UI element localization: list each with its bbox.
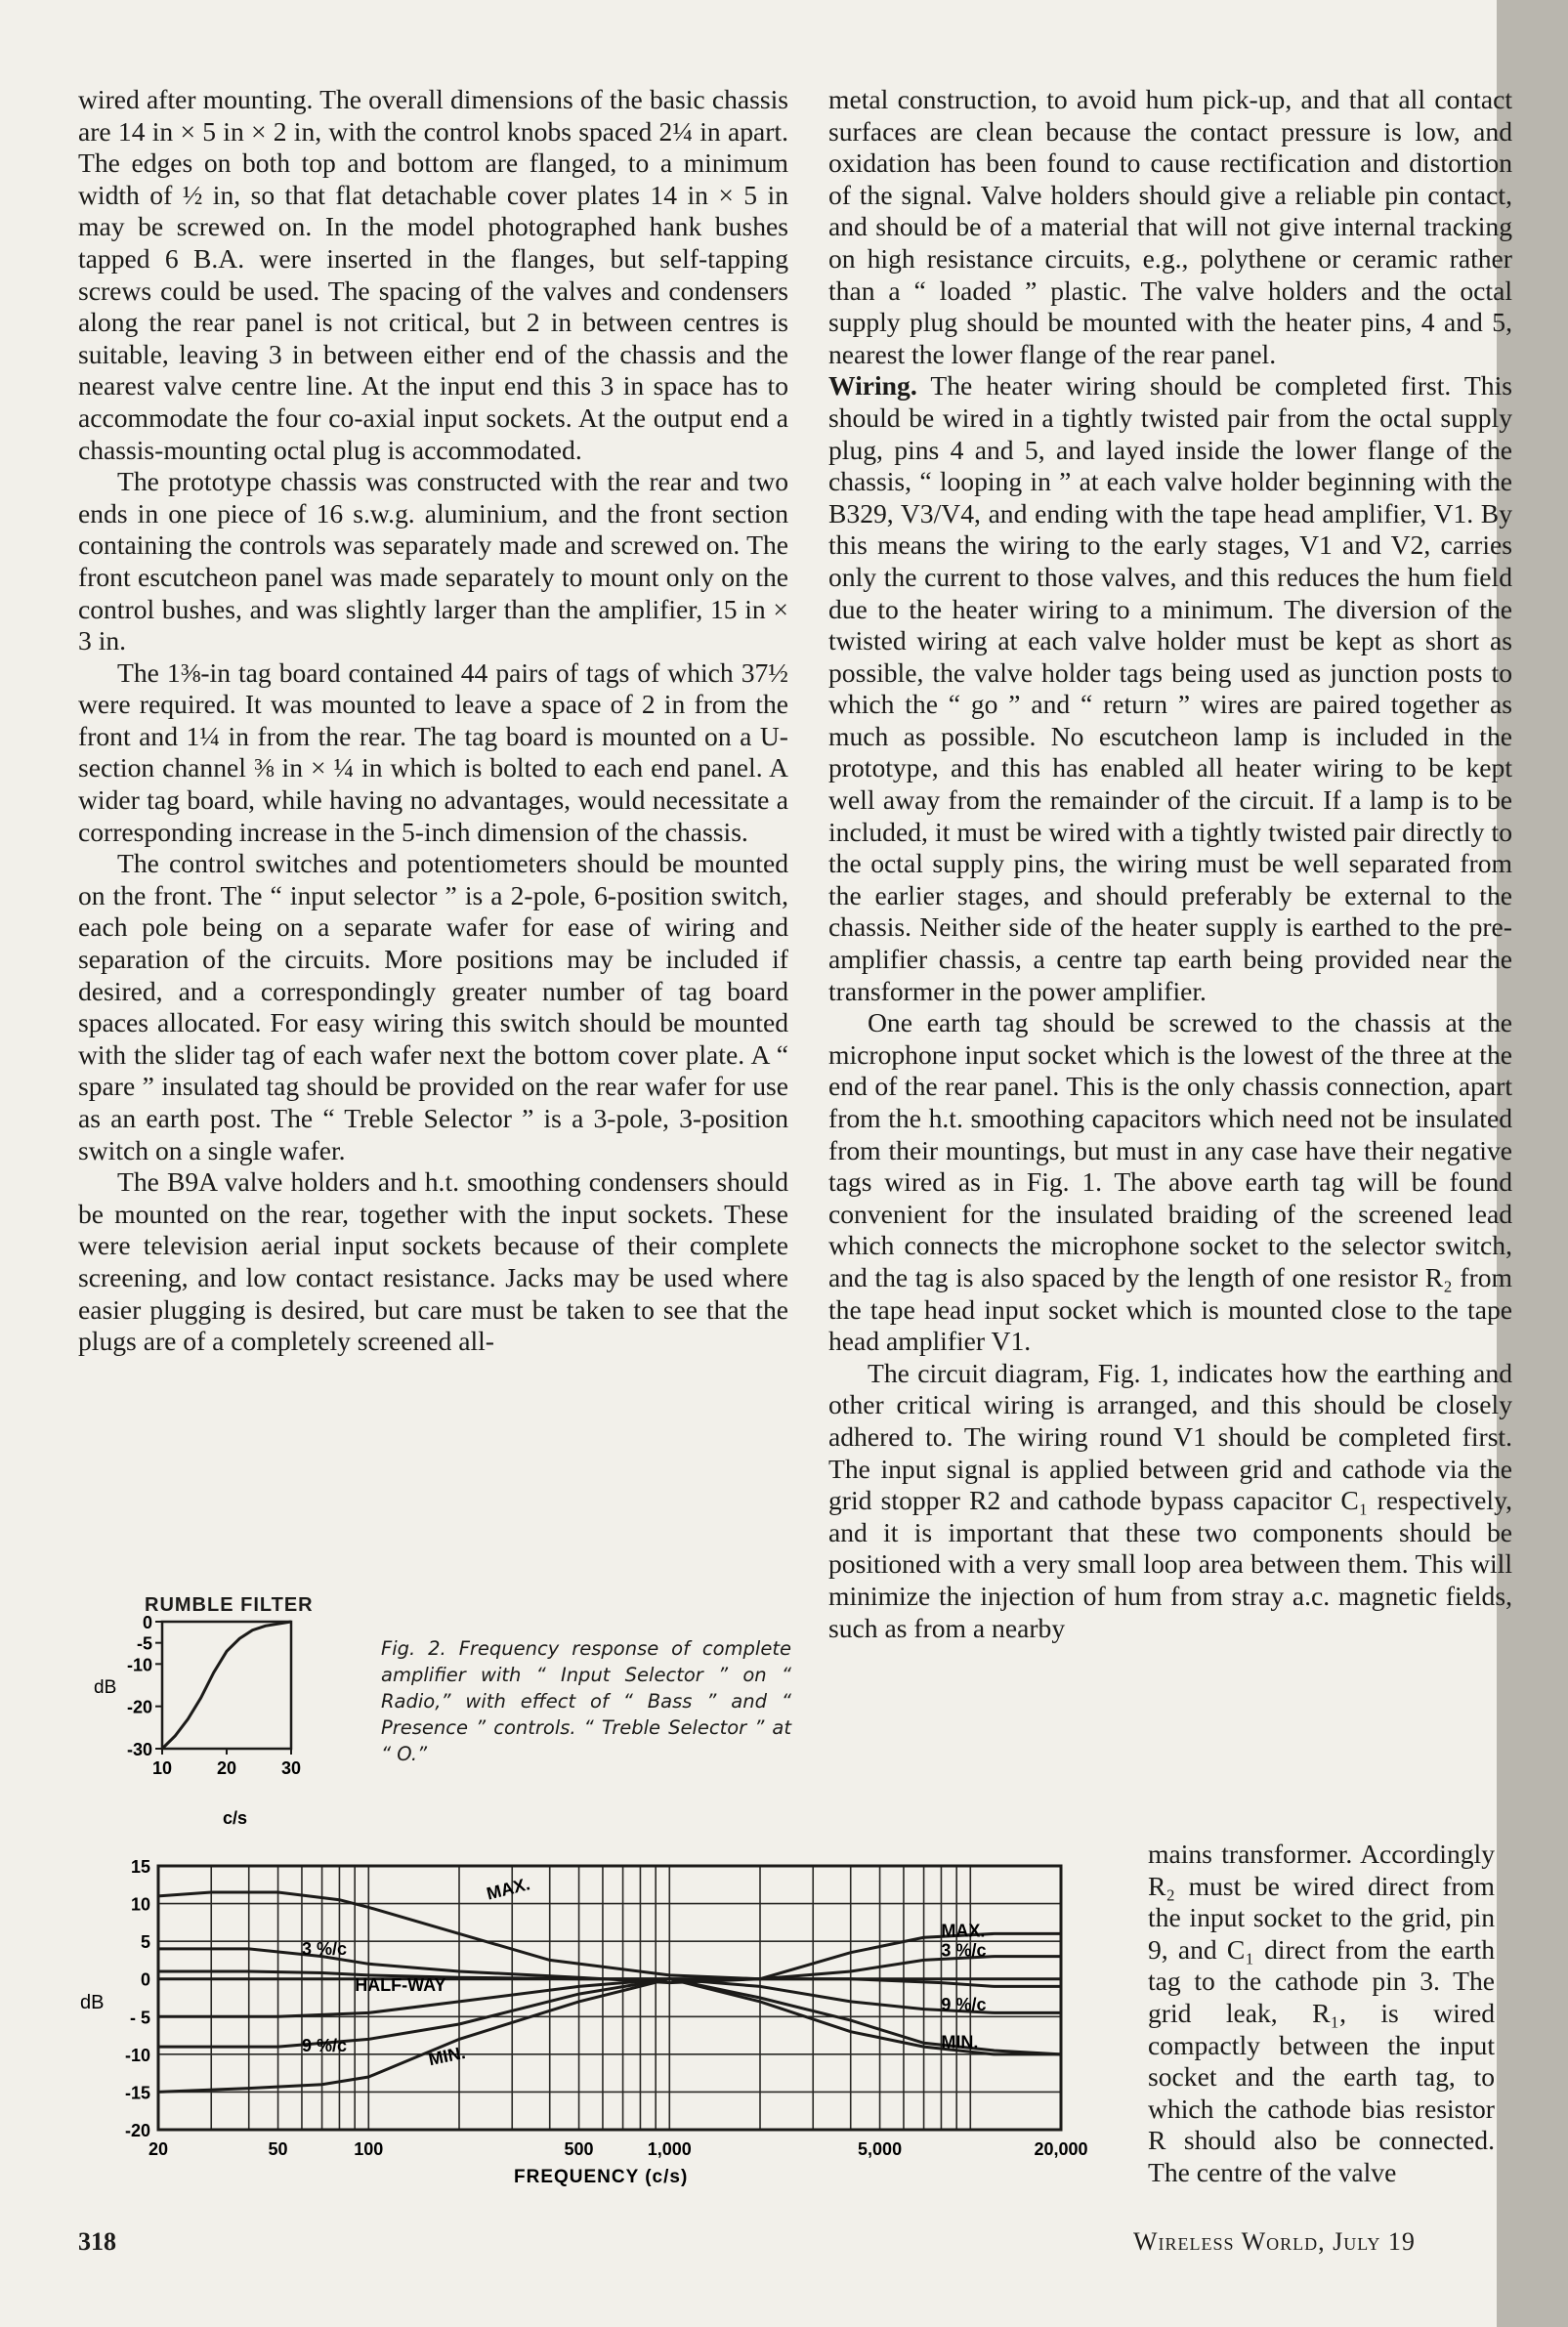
left-paragraph: The B9A valve holders and h.t. smoothing condensers should be mounted on the rear, together with the input sockets. These were television aerial input sockets because of their complete screening, and low contact resistance. Jacks may be used where easier plugging is desired, but care must be taken to see that the plugs are of a completely screened all- [78,1166,788,1357]
rumble-y-tick-label: 0 [142,1613,152,1632]
main-annotation-label: MAX. [484,1874,532,1904]
wiring-body: The heater wiring should be completed first. This should be wired in a tightly twisted pair from the octal supply plug, pins 4 and 5, and layed inside the lower flange of the chassis, “ looping in ” at each valve holder beginning with the B329, V3/V4, and ending with the tape head amplifier, V1. By this means the wiring to the early stages, V1 and V2, carries only the current to those valves, and this reduces the hum field due to the heater wiring to a minimum. The diversion of the twisted wiring at each valve holder must be kept as short as possible, the valve holder tags being used as junction posts to which the “ go ” and “ return ” wires are paired together as much as possible. No escutcheon lamp is included in the prototype, and this has enabled all heater wiring to be kept well away from the remainder of the circuit. If a lamp is to be included, it must be wired with a tightly twisted pair directly to the octal supply pins, the wiring must be well separated from the earlier stages, and should preferably be external to the chassis. Neither side of the heater supply is earthed to the pre-amplifier chassis, a centre tap earth being provided near the transformer in the power amplifier. [828,370,1512,1006]
left-paragraph: The 1⅜-in tag board contained 44 pairs of tags of which 37½ were required. It was mounted to leave a space of 2 in from the front and 1¼ in from the rear. The tag board is mounted on a U-section channel ⅜ in × ¼ in which is bolted to each end panel. A wider tag board, while having no advantages, would necessitate a corresponding increase in the 5-inch dimension of the chassis. [78,656,788,847]
running-head: Wireless World, July 19 [1133,2227,1416,2256]
rumble-filter-chart [86,1613,330,1841]
rumble-x-tick-label: 20 [216,1758,237,1778]
wrap-text-column: mains transformer. Accordingly R₂ must be wired direct from the input socket to the grid, pin 9, and C₁ direct from the earth tag to the cathode pin 3. The grid leak, R₁, is wired compactly between the input socket and the earth tag, to which the cathode bias resistor R should also be connected. The centre of the valve [1148,1839,1495,2187]
rumble-y-ticks [127,1613,162,1759]
main-annotation-label: HALF-WAY [355,1975,446,1996]
main-ylabel: dB [80,1992,105,2013]
wiring-heading: Wiring. [828,370,917,402]
main-annotation-label: MIN. [426,2042,468,2070]
left-text-column [78,84,788,1358]
page-number: 318 [78,2227,116,2256]
rumble-y-tick-label: -10 [126,1655,152,1675]
rumble-series-line [162,1622,291,1749]
rumble-xlabel: c/s [223,1808,248,1828]
right-paragraph: One earth tag should be screwed to the chassis at the microphone input socket which is the lowest of the three at the end of the rear panel. This is the only chassis connection, apart from the h.t. smoothing capacitors which need not be insulated from their mountings, but must in any case have their negative tags wired as in Fig. 1. The above earth tag will be found convenient for the insulated braiding of the screened lead which connects the microphone socket to the selector switch, and the tag is also spaced by the length of one resistor R₂ from the tape head input socket which is mounted close to the tape head amplifier V1. [828,1007,1512,1357]
rumble-y-tick-label: -30 [126,1740,152,1759]
figure-caption: Fig. 2. Frequency response of complete amplifier with “ Input Selector ” on “ Radio,” with effect of “ Bass ” and “ Presence ” controls. “ Treble Selector ” at “ O.” [381,1637,791,1765]
main-y-tick-label: -15 [124,2083,150,2103]
right-paragraph: metal construction, to avoid hum pick-up, and that all contact surfaces are clean because the contact pressure is low, and oxidation has been found to cause rectification and distortion of the signal. Valve holders should give a reliable pin contact, and should be of a material that will not give internal tracking on high resistance circuits, e.g., polythene or ceramic rather than a “ loaded ” plastic. The valve holders and the octal supply plug should be mounted with the heater pins, 4 and 5, nearest the lower flange of the rear panel. [828,84,1512,369]
main-grid [158,1866,1061,2130]
main-annotation-label: 9 %/c [301,2035,347,2055]
main-series-line [158,1979,1061,2017]
left-paragraph: The control switches and potentiometers should be mounted on the front. The “ input selector ” is a 2-pole, 6-position switch, each pole being on a separate wafer for ease of wiring and separation of the circuits. More positions may be included if desired, and a correspondingly greater number of tag board spaces allocated. For easy wiring this switch should be mounted with the slider tag of each wafer next the bottom cover plate. A “ spare ” insulated tag should be provided on the rear wafer for use as an earth post. The “ Treble Selector ” is a 3-pole, 3-position switch on a single wafer. [78,848,788,1165]
main-y-tick-label: 0 [140,1969,150,1990]
rumble-x-ticks [152,1749,301,1778]
main-series-group [158,1892,1061,2092]
main-y-tick-label: 15 [130,1857,150,1877]
main-annotation-label: MIN. [941,2032,979,2052]
wiring-paragraph [828,370,1512,1007]
main-x-tick-label: 5,000 [858,2139,903,2159]
main-annotation-label: 9 %/c [941,1995,987,2015]
frequency-response-chart [59,1854,1114,2198]
rumble-x-tick-label: 30 [280,1758,302,1778]
main-xlabel: FREQUENCY (c/s) [514,2167,689,2187]
main-y-tick-label: -20 [124,2121,150,2140]
rumble-ylabel: dB [94,1677,117,1698]
main-x-ticks [148,2139,1088,2159]
rumble-y-tick-label: -20 [126,1697,152,1717]
main-plot-frame [158,1866,1061,2130]
main-y-tick-label: -10 [124,2045,150,2065]
main-y-tick-label: - 5 [129,2008,150,2028]
right-paragraph: The circuit diagram, Fig. 1, indicates how the earthing and other critical wiring is arranged, and this should be closely adhered to. The wiring round V1 should be completed first. The input signal is applied between grid and cathode via the grid stopper R2 and cathode bypass capacitor C₁ respectively, and it is important that these two components should be positioned with a very small loop area between them. This will minimize the injection of hum from stray a.c. magnetic fields, such as from a nearby [828,1357,1512,1643]
rumble-filter-title: RUMBLE FILTER [145,1594,314,1616]
left-paragraph: The prototype chassis was constructed with the rear and two ends in one piece of 16 s.w.g. aluminium, and the front section containing the controls was separately made and screwed on. The front escutcheon panel was made separately to mount only on the control bushes, and was slightly larger than the amplifier, 15 in × 3 in. [78,466,788,656]
main-x-tick-label: 500 [564,2139,594,2159]
main-y-ticks [125,1857,150,2140]
main-x-tick-label: 20,000 [1034,2139,1088,2159]
main-annotation-label: 3 %/c [301,1939,347,1960]
left-paragraph: wired after mounting. The overall dimensions of the basic chassis are 14 in × 5 in × 2 in, with the control knobs spaced 2¼ in apart. The edges on both top and bottom are flanged, to a minimum width of ½ in, so that flat detachable cover plates 14 in × 5 in may be screwed on. In the model photographed hank bushes tapped 6 B.A. were inserted in the flanges, but self-tapping screws could be used. The spacing of the valves and condensers along the rear panel is not critical, but 2 in between centres is suitable, leaving 3 in between either end of the chassis and the nearest valve centre line. At the input end this 3 in space has to accommodate the four co-axial input sockets. At the output end a chassis-mounting octal plug is accommodated. [78,84,788,465]
main-y-tick-label: 10 [130,1894,150,1915]
right-text-column [828,84,1512,1842]
main-x-tick-label: 20 [148,2139,169,2159]
main-annotation-label: 3 %/c [941,1940,987,1961]
main-y-tick-label: 5 [140,1932,150,1953]
main-x-tick-label: 1,000 [647,2139,692,2159]
main-x-tick-label: 50 [268,2139,288,2159]
main-annotation-label: MAX. [941,1921,986,1941]
main-series-line [158,1979,1061,2093]
rumble-x-tick-label: 10 [151,1758,173,1778]
rumble-y-tick-label: -5 [136,1633,152,1654]
main-x-tick-label: 100 [354,2139,384,2159]
